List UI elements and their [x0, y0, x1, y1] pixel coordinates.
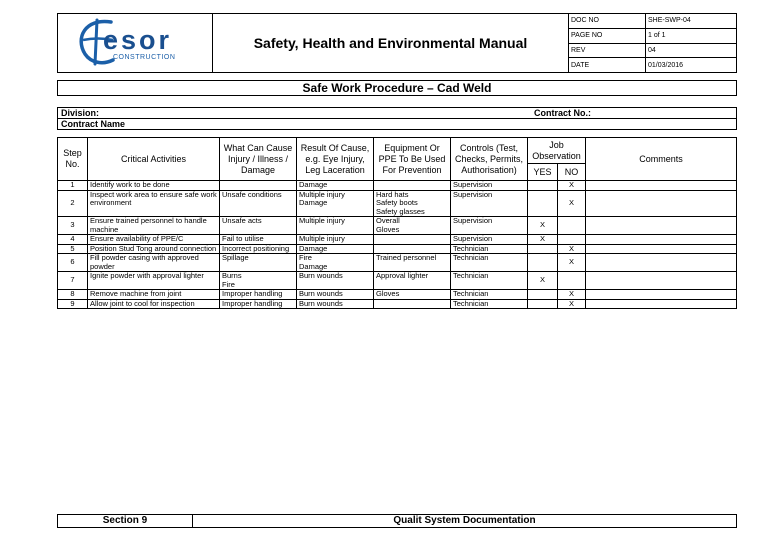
header-result-of-cause: Result Of Cause, e.g. Eye Injury, Leg Laceration: [297, 138, 374, 181]
result-cell: Multiple injury Damage: [297, 190, 374, 217]
activity-cell: Ensure availability of PPE/C: [88, 235, 220, 245]
step-cell: 7: [58, 272, 88, 290]
comments-cell: [586, 299, 737, 309]
esor-logo-graphic: [73, 16, 198, 66]
header-no: NO: [558, 164, 586, 181]
step-cell: 9: [58, 299, 88, 309]
cause-cell: Improper handling: [220, 299, 297, 309]
result-cell: Damage: [297, 181, 374, 191]
procedure-title-box: [57, 80, 737, 96]
yes-cell: [528, 290, 558, 300]
equipment-cell: Gloves: [374, 290, 451, 300]
division-label: Division:: [58, 108, 179, 119]
step-cell: 1: [58, 181, 88, 191]
result-cell: Burn wounds: [297, 290, 374, 300]
yes-cell: X: [528, 217, 558, 235]
contract-name-label: Contract Name: [58, 119, 737, 130]
contract-no-label: Contract No.:: [178, 108, 736, 119]
footer-section: Section 9: [58, 515, 193, 528]
yes-cell: [528, 190, 558, 217]
header-equipment-ppe: Equipment Or PPE To Be Used For Prevention: [374, 138, 451, 181]
controls-cell: Supervision: [451, 181, 528, 191]
meta-label: REV: [569, 43, 646, 58]
yes-cell: X: [528, 235, 558, 245]
comments-cell: [586, 272, 737, 290]
step-cell: 5: [58, 244, 88, 254]
meta-label: DATE: [569, 58, 646, 73]
controls-cell: Technician: [451, 254, 528, 272]
no-cell: X: [558, 299, 586, 309]
procedure-title: Safe Work Procedure – Cad Weld: [58, 81, 737, 96]
yes-cell: [528, 254, 558, 272]
yes-cell: X: [528, 272, 558, 290]
no-cell: X: [558, 181, 586, 191]
cause-cell: Burns Fire: [220, 272, 297, 290]
cause-cell: Improper handling: [220, 290, 297, 300]
yes-cell: [528, 181, 558, 191]
logo-subtitle: CONSTRUCTION: [112, 53, 175, 61]
cause-cell: Unsafe acts: [220, 217, 297, 235]
meta-value: 1 of 1: [646, 28, 737, 43]
controls-cell: Technician: [451, 272, 528, 290]
activity-cell: Inspect work area to ensure safe work environment: [88, 190, 220, 217]
controls-cell: Technician: [451, 244, 528, 254]
company-logo: [58, 14, 213, 73]
cause-cell: Fail to utilise: [220, 235, 297, 245]
header-comments: Comments: [586, 138, 737, 181]
comments-cell: [586, 244, 737, 254]
activity-cell: Identify work to be done: [88, 181, 220, 191]
equipment-cell: Approval lighter: [374, 272, 451, 290]
meta-label: DOC NO: [569, 14, 646, 29]
header-critical-activities: Critical Activities: [88, 138, 220, 181]
comments-cell: [586, 235, 737, 245]
yes-cell: [528, 244, 558, 254]
no-cell: [558, 217, 586, 235]
meta-value: 04: [646, 43, 737, 58]
comments-cell: [586, 217, 737, 235]
no-cell: [558, 272, 586, 290]
no-cell: X: [558, 254, 586, 272]
table-row: [58, 290, 737, 300]
meta-value: 01/03/2016: [646, 58, 737, 73]
step-cell: 3: [58, 217, 88, 235]
manual-title: Safety, Health and Environmental Manual: [213, 14, 569, 73]
controls-cell: Supervision: [451, 217, 528, 235]
step-cell: 6: [58, 254, 88, 272]
result-cell: Burn wounds: [297, 272, 374, 290]
meta-label: PAGE NO: [569, 28, 646, 43]
equipment-cell: Trained personnel: [374, 254, 451, 272]
logo-wordmark: esor: [102, 24, 172, 55]
table-row: [58, 235, 737, 245]
comments-cell: [586, 181, 737, 191]
equipment-cell: [374, 299, 451, 309]
no-cell: [558, 235, 586, 245]
equipment-cell: Overall Gloves: [374, 217, 451, 235]
activity-cell: Fill powder casing with approved powder: [88, 254, 220, 272]
footer-doc-title: Qualit System Documentation: [193, 515, 737, 528]
result-cell: Fire Damage: [297, 254, 374, 272]
activity-cell: Ignite powder with approval lighter: [88, 272, 220, 290]
result-cell: Multiple injury: [297, 217, 374, 235]
cause-cell: [220, 181, 297, 191]
step-cell: 4: [58, 235, 88, 245]
equipment-cell: Hard hats Safety boots Safety glasses: [374, 190, 451, 217]
header-job-observation: Job Observation: [528, 138, 586, 164]
step-cell: 8: [58, 290, 88, 300]
step-cell: 2: [58, 190, 88, 217]
yes-cell: [528, 299, 558, 309]
controls-cell: Technician: [451, 290, 528, 300]
division-block: [57, 107, 737, 130]
header-yes: YES: [528, 164, 558, 181]
procedure-table: [57, 137, 737, 309]
table-row: [58, 299, 737, 309]
table-row: [58, 272, 737, 290]
document-footer: [57, 514, 737, 528]
cause-cell: Incorrect positioning: [220, 244, 297, 254]
table-row: [58, 217, 737, 235]
activity-cell: Position Stud Tong around connection: [88, 244, 220, 254]
equipment-cell: [374, 181, 451, 191]
controls-cell: Supervision: [451, 190, 528, 217]
no-cell: X: [558, 244, 586, 254]
comments-cell: [586, 190, 737, 217]
header-controls: Controls (Test, Checks, Permits, Authorisation): [451, 138, 528, 181]
result-cell: Multiple injury: [297, 235, 374, 245]
document-header: [57, 13, 737, 73]
header-step-no: Step No.: [58, 138, 88, 181]
table-row: [58, 190, 737, 217]
activity-cell: Ensure trained personnel to handle machine: [88, 217, 220, 235]
activity-cell: Allow joint to cool for inspection: [88, 299, 220, 309]
table-row: [58, 181, 737, 191]
no-cell: X: [558, 190, 586, 217]
controls-cell: Technician: [451, 299, 528, 309]
comments-cell: [586, 254, 737, 272]
cause-cell: Spillage: [220, 254, 297, 272]
controls-cell: Supervision: [451, 235, 528, 245]
no-cell: X: [558, 290, 586, 300]
header-what-can-cause: What Can Cause Injury / Illness / Damage: [220, 138, 297, 181]
equipment-cell: [374, 235, 451, 245]
cause-cell: Unsafe conditions: [220, 190, 297, 217]
result-cell: Burn wounds: [297, 299, 374, 309]
table-row: [58, 254, 737, 272]
result-cell: Damage: [297, 244, 374, 254]
meta-value: SHE-SWP-04: [646, 14, 737, 29]
activity-cell: Remove machine from joint: [88, 290, 220, 300]
comments-cell: [586, 290, 737, 300]
